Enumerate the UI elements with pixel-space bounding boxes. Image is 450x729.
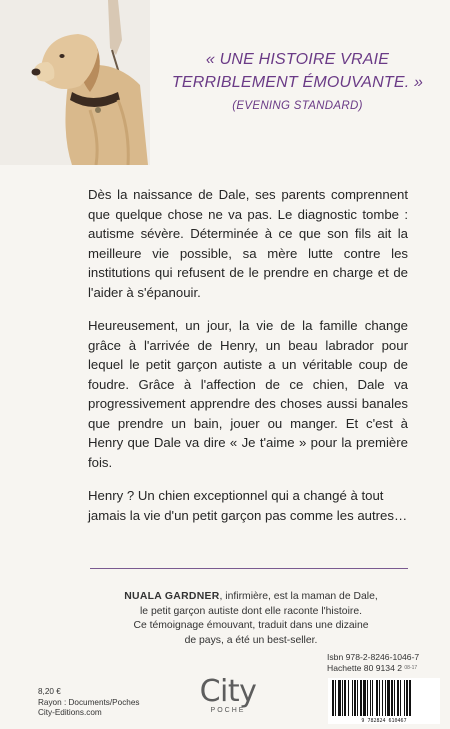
back-cover-synopsis — [88, 185, 408, 539]
logo-poche: POCHE — [210, 707, 246, 714]
barcode — [328, 678, 440, 724]
author-bio-line-1: , infirmière, est la maman de Dale, — [219, 591, 378, 602]
divider-line — [90, 568, 408, 569]
hachette-suffix: 08-17 — [404, 665, 418, 672]
dog-photo — [0, 0, 150, 165]
author-name: NUALA GARDNER — [124, 591, 220, 602]
author-bio — [86, 590, 416, 648]
publisher-logo — [188, 674, 268, 714]
svg-text:9 782824 610467: 9 782824 610467 — [361, 718, 407, 724]
publisher-website: City-Editions.com — [38, 708, 102, 717]
price: 8,20 € — [38, 687, 61, 696]
quote-source: (EVENING STANDARD) — [232, 100, 363, 112]
logo-city: City — [199, 674, 257, 709]
shelf-category: Rayon : Documents/Poches — [38, 697, 140, 707]
quote-line-2: TERRIBLEMENT ÉMOUVANTE. » — [171, 74, 424, 91]
price-block — [38, 687, 139, 719]
hachette-code: Hachette 80 9134 2 — [327, 663, 403, 673]
synopsis-paragraph-1: Dès la naissance de Dale, ses parents comprennent que quelque chose ne va pas. Le diagnostic tombe : autisme sévère. Déterminée à ce que son fils ait la meilleure vie possible, sa mère lutte contre les institutions qui refusent de le prendre en charge et de l'aider à s'épanouir. — [88, 187, 408, 300]
isbn-number: Isbn 978-2-8246-1046-7 — [327, 652, 420, 662]
author-bio-line-4: de pays, a été un best-seller. — [184, 634, 318, 646]
quote-line-1: « UNE HISTOIRE VRAIE — [205, 51, 390, 68]
synopsis-paragraph-2: Heureusement, un jour, la vie de la famille change grâce à l'arrivée de Henry, un beau labrador pour lequel le petit garçon autiste a un véritable coup de foudre. Grâce à l'affection de ce chien, Dale va progressivement apprendre des choses aussi banales que prendre un bain, jouer ou manger. Et c'est à Henry que Dale va dire « Je t'aime » pour la première fois. — [88, 318, 408, 470]
press-quote — [150, 48, 445, 112]
barcode-icon — [328, 678, 440, 724]
golden-retriever-illustration — [0, 0, 150, 165]
author-bio-line-3: Ce témoignage émouvant, traduit dans une dizaine — [133, 620, 369, 631]
synopsis-paragraph-3: Henry ? Un chien exceptionnel qui a changé à tout jamais la vie d'un petit garçon pas comme les autres… — [88, 488, 408, 523]
author-bio-line-2: le petit garçon autiste dont elle raconte l'histoire. — [139, 605, 363, 617]
isbn-block — [327, 652, 447, 674]
